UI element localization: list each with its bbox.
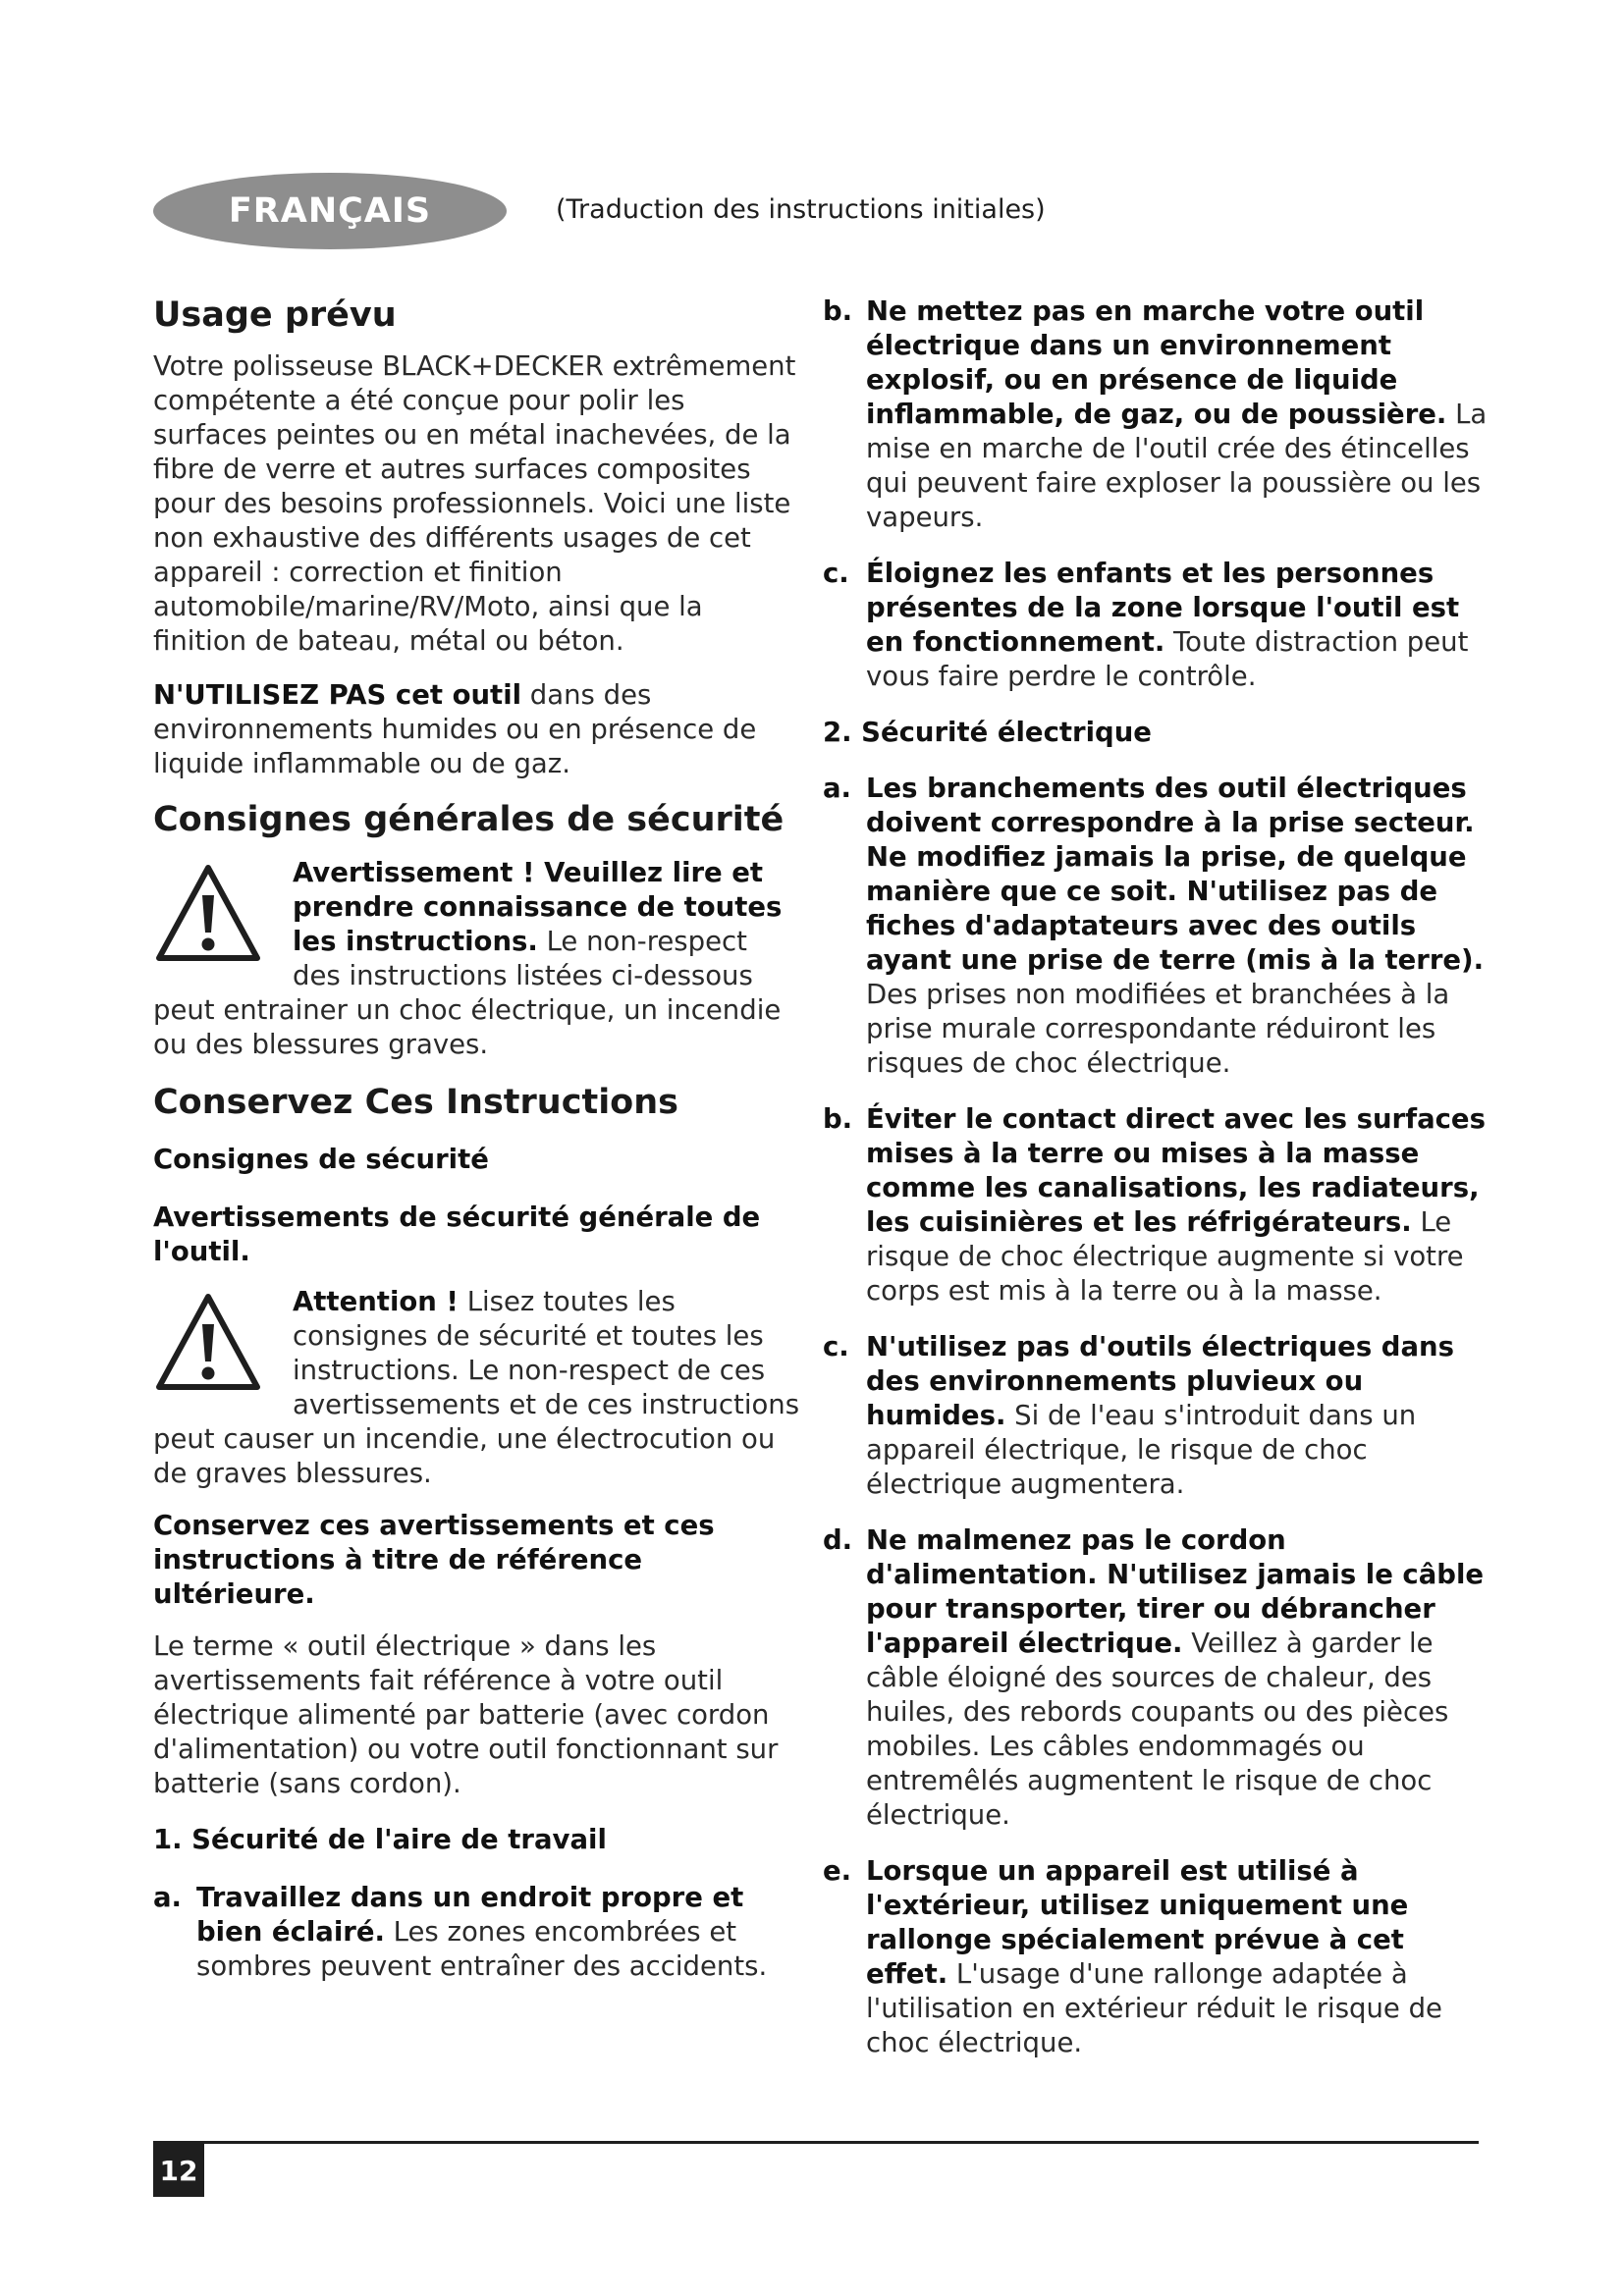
page-header [153,173,1430,249]
item-bold: Éloignez les enfants et les personnes présentes de la zone lorsque l'outil est en fonctionnement. [866,558,1460,658]
warning-bold: Avertissement ! Veuillez lire et prendre connaissance de toutes les instructions. [293,857,783,957]
item-text: Veillez à garder le câble éloigné des sources de chaleur, des huiles, des rebords coupants ou des pièces mobiles. Les câbles endommagés ou entremêlés augmentent le risque de choc électrique. [866,1628,1449,1831]
page-number: 12 [153,2144,204,2197]
item-letter: d. [823,1524,853,1556]
item-text: L'usage d'une rallonge adaptée à l'utilisation en extérieur réduit le risque de choc électrique. [866,1958,1442,2058]
item-paragraph [866,1330,1489,1502]
tool-warnings-subheading: Avertissements de sécurité générale de l'outil. [153,1201,761,1267]
list-item [823,1523,1489,1833]
item-text: La mise en marche de l'outil crée des étincelles qui peuvent faire exploser la poussière ou les vapeurs. [866,399,1488,533]
translation-note: (Traduction des instructions initiales) [556,194,1046,225]
item-bold: Ne malmenez pas le cordon d'alimentation. N'utilisez jamais le câble pour transporter, tirer ou débrancher l'appareil électrique. [866,1524,1485,1659]
item-bold: Ne mettez pas en marche votre outil électrique dans un environnement explosif, ou en présence de liquide inflammable, de gaz, ou de poussière. [866,295,1447,430]
list-item [823,1854,1489,2060]
item-letter: b. [823,295,853,327]
warning-triangle-icon [153,862,263,965]
do-not-use-paragraph [153,678,801,781]
do-not-use-text: dans des environnements humides ou en présence de liquide inflammable ou de gaz. [153,679,757,779]
electrical-safety-heading: 2. Sécurité électrique [823,717,1152,748]
do-not-use-bold: N'UTILISEZ PAS cet outil [153,679,522,711]
item-letter: c. [823,558,849,589]
work-area-heading: 1. Sécurité de l'aire de travail [153,1824,607,1855]
term-text: Le terme « outil électrique » dans les avertissements fait référence à votre outil électrique alimenté par batterie (avec cordon d'alimentation) ou votre outil fonctionnant sur batterie (sans cordon). [153,1630,779,1799]
item-letter: b. [823,1103,853,1135]
item-paragraph [866,772,1489,1081]
item-letter: a. [823,773,852,804]
item-text: Toute distraction peut vous faire perdre le contrôle. [866,626,1469,692]
item-bold: Travaillez dans un endroit propre et bien éclairé. [196,1882,744,1948]
language-badge: FRANÇAIS [153,173,507,249]
warning-block [153,856,801,1062]
item-bold: Lorsque un appareil est utilisé à l'extérieur, utilisez uniquement une rallonge spécialement prévue à cet effet. [866,1855,1409,1990]
list-item [153,1881,801,1984]
item-paragraph [866,1523,1489,1833]
item-bold: Les branchements des outil électriques doivent correspondre à la prise secteur. Ne modifiez jamais la prise, de quelque manière que ce soit. N'utilisez pas de fiches d'adaptateurs avec des outils ayant une prise de terre (mis à la terre). [866,773,1485,976]
item-paragraph [866,1854,1489,2060]
list-item [823,1102,1489,1308]
attention-bold: Attention ! [293,1286,459,1317]
keep-warnings-subheading: Conservez ces avertissements et ces instructions à titre de référence ultérieure. [153,1510,715,1610]
item-text: Les zones encombrées et sombres peuvent entraîner des accidents. [196,1916,768,1982]
general-safety-heading: Consignes générales de sécurité [153,800,785,839]
list-item [823,294,1489,535]
item-letter: c. [823,1331,849,1362]
safety-subheading: Consignes de sécurité [153,1144,489,1175]
footer-rule [153,2141,1479,2144]
usage-text: Votre polisseuse BLACK+DECKER extrêmement compétente a été conçue pour polir les surfaces peintes ou en métal inachevées, de la fibre de verre et autres surfaces composites pour des besoins professionnels. Voici une liste non exhaustive des différents usages de cet appareil : correction et finition automobile/marine/RV/Moto, ainsi que la finition de bateau, métal ou béton. [153,350,796,657]
keep-instructions-heading: Conservez Ces Instructions [153,1083,678,1122]
item-text: Des prises non modifiées et branchées à la prise murale correspondante réduiront les risques de choc électrique. [866,979,1450,1079]
item-paragraph [866,294,1489,535]
item-letter: e. [823,1855,852,1887]
item-paragraph [866,557,1489,694]
item-bold: N'utilisez pas d'outils électriques dans des environnements pluvieux ou humides. [866,1331,1454,1431]
left-column [153,293,801,1984]
item-letter: a. [153,1882,183,1913]
right-column [823,293,1489,2060]
item-paragraph [866,1102,1489,1308]
attention-block [153,1285,801,1491]
list-item [823,557,1489,694]
attention-text: Lisez toutes les consignes de sécurité et toutes les instructions. Le non-respect de ces avertissements et de ces instructions peut causer un incendie, une électrocution ou de graves blessures. [153,1286,800,1489]
item-bold: Éviter le contact direct avec les surfaces mises à la terre ou mises à la masse comme les canalisations, les radiateurs, les cuisinières et les réfrigérateurs. [866,1103,1486,1238]
warning-text: Le non-respect des instructions listées ci-dessous peut entrainer un choc électrique, un incendie ou des blessures graves. [153,926,782,1060]
list-item [823,1330,1489,1502]
item-paragraph [196,1881,801,1984]
warning-triangle-icon [153,1291,263,1394]
item-text: Si de l'eau s'introduit dans un appareil électrique, le risque de choc électrique augmentera. [866,1400,1417,1500]
item-text: Le risque de choc électrique augmente si votre corps est mis à la terre ou à la masse. [866,1206,1464,1307]
usage-heading: Usage prévu [153,295,397,335]
list-item [823,772,1489,1081]
